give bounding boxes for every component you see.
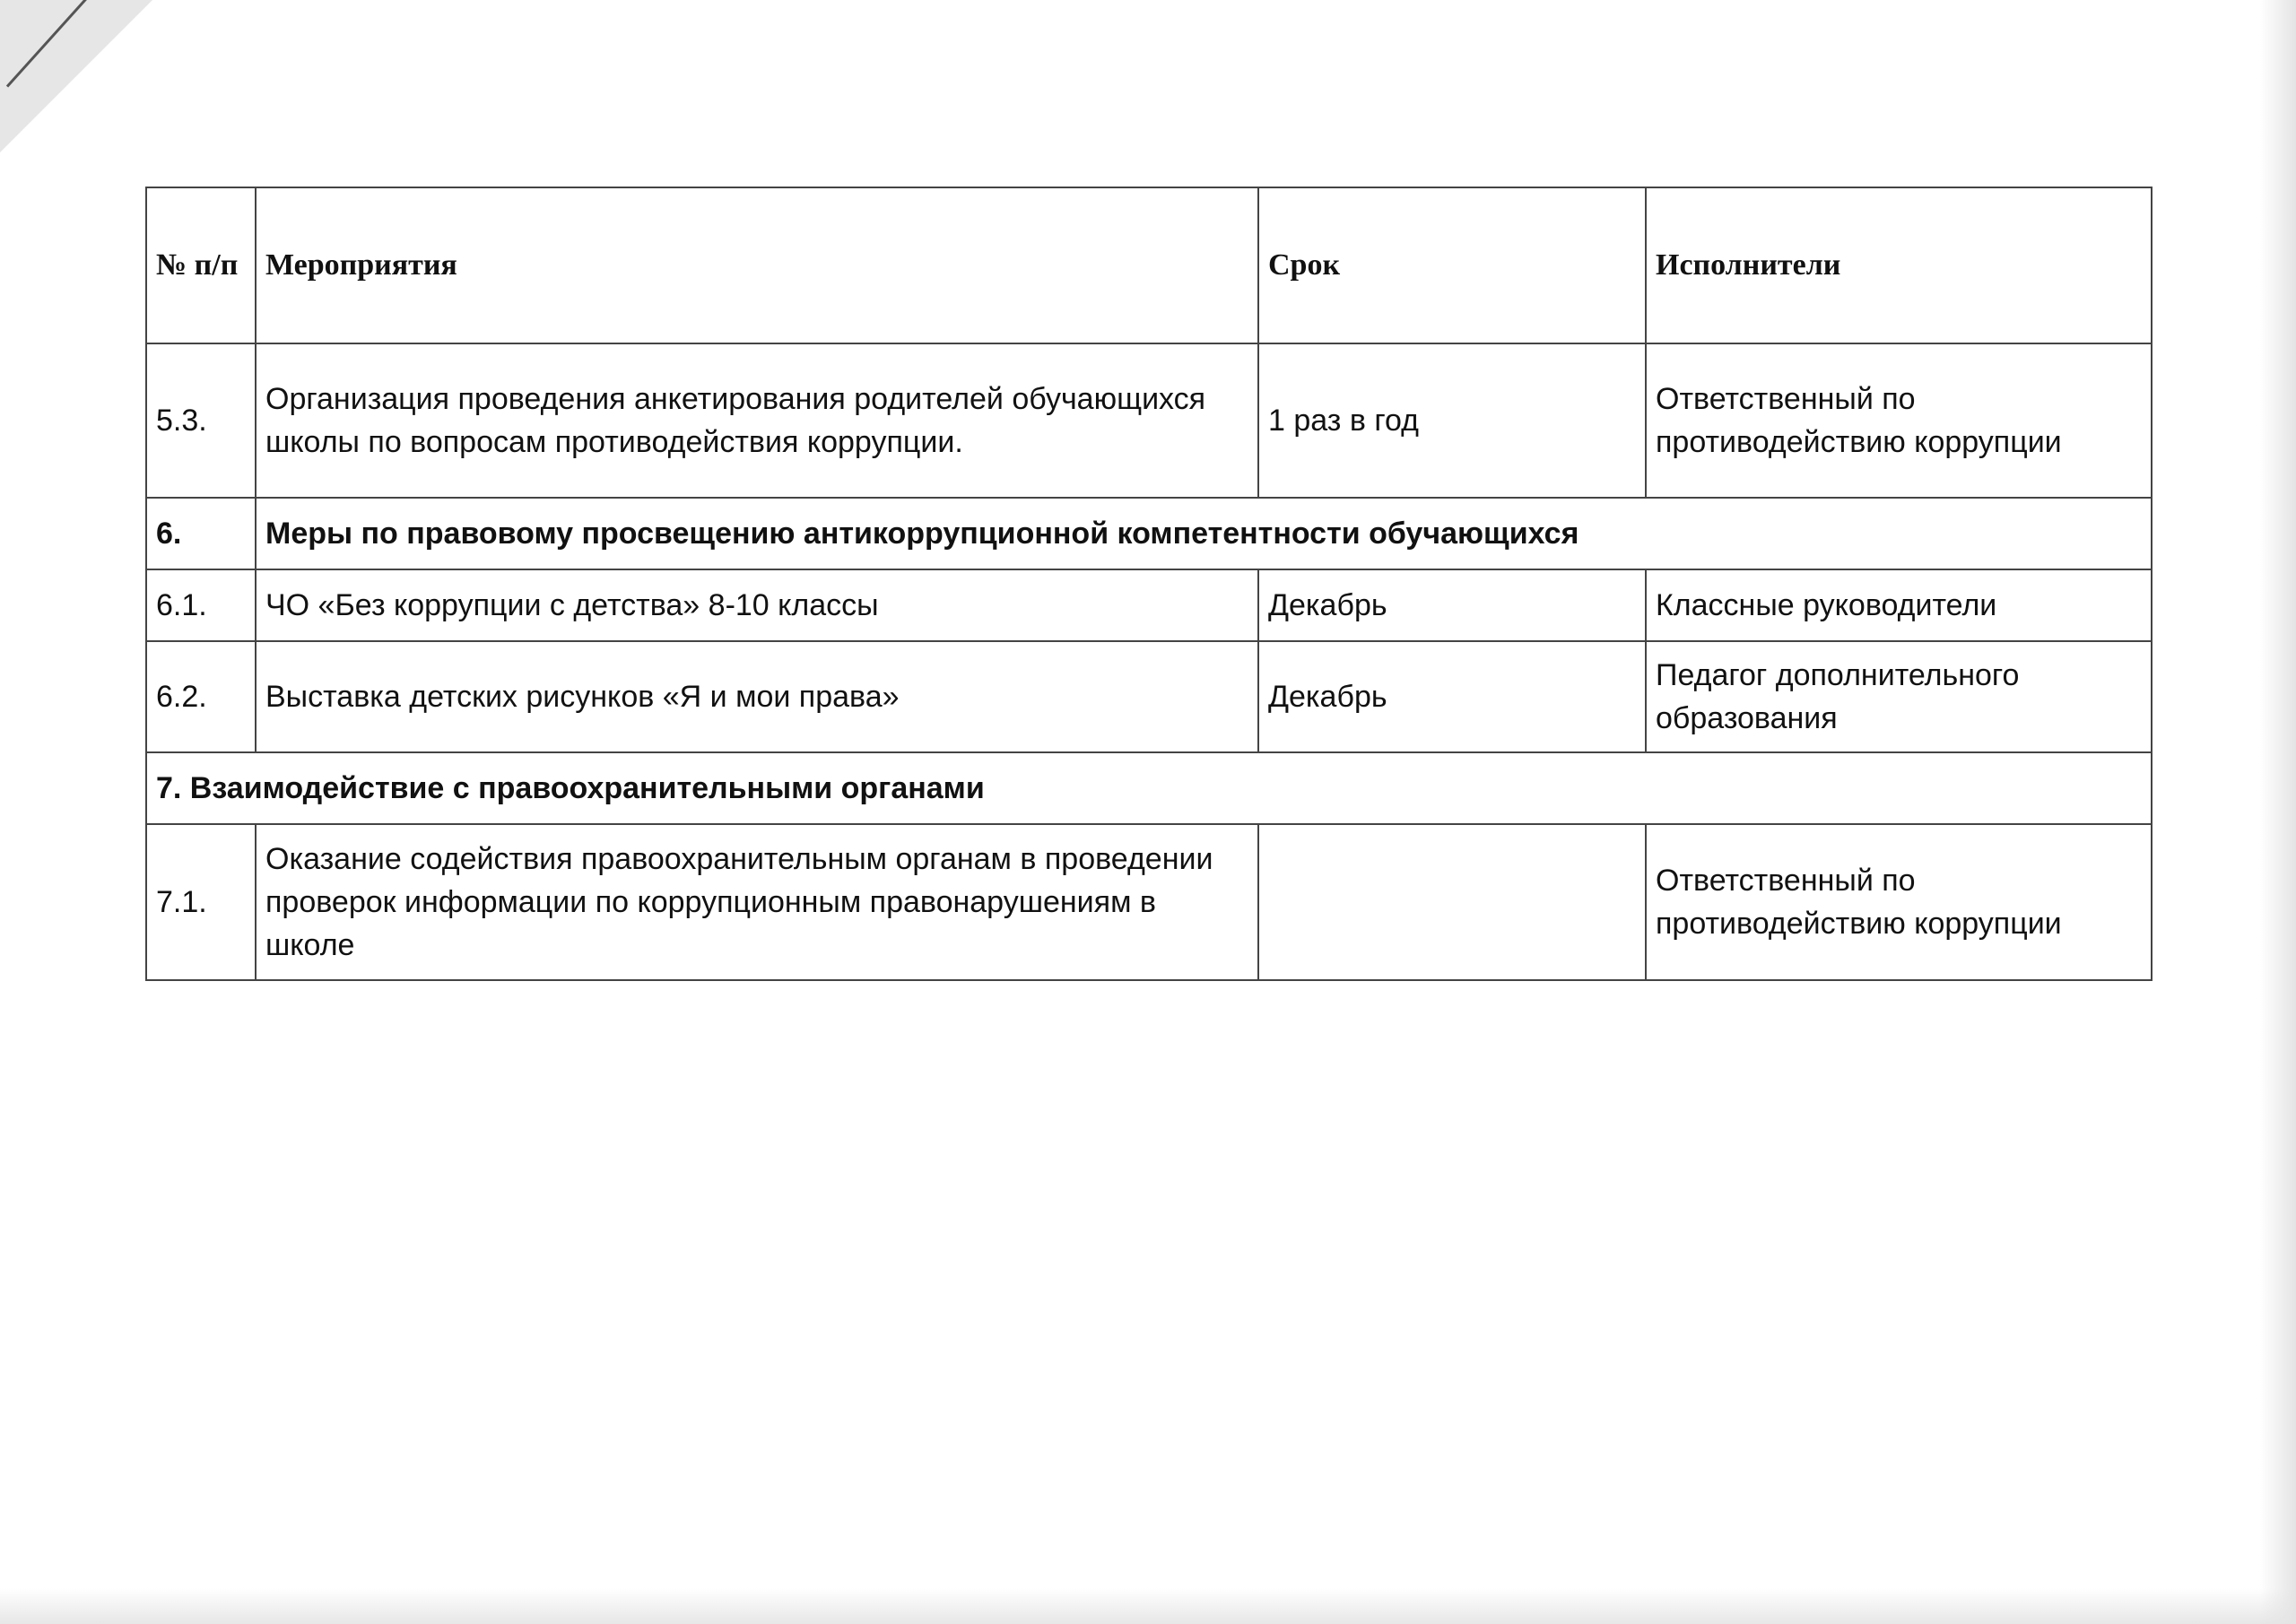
anticorruption-plan-table bbox=[145, 187, 2152, 981]
header-executors: Исполнители bbox=[1646, 187, 2152, 343]
header-event: Мероприятия bbox=[256, 187, 1258, 343]
row-term: Декабрь bbox=[1258, 569, 1646, 641]
table-row bbox=[146, 569, 2152, 641]
row-event: Оказание содействия правоохранительным органам в проведении проверок информации по коррупционным правонарушениям в школе bbox=[256, 824, 1258, 980]
section-row bbox=[146, 752, 2152, 824]
row-term: 1 раз в год bbox=[1258, 343, 1646, 498]
row-num: 5.3. bbox=[146, 343, 256, 498]
row-term bbox=[1258, 824, 1646, 980]
row-term: Декабрь bbox=[1258, 641, 1646, 752]
row-event: Выставка детских рисунков «Я и мои права» bbox=[256, 641, 1258, 752]
table-row bbox=[146, 641, 2152, 752]
table-header-row bbox=[146, 187, 2152, 343]
section-title: Меры по правовому просвещению антикоррупционной компетентности обучающихся bbox=[256, 498, 2152, 569]
section-title: 7. Взаимодействие с правоохранительными органами bbox=[146, 752, 2152, 824]
page-edge-shadow bbox=[2260, 0, 2296, 1624]
row-num: 7.1. bbox=[146, 824, 256, 980]
table-row bbox=[146, 343, 2152, 498]
row-event: ЧО «Без коррупции с детства» 8-10 классы bbox=[256, 569, 1258, 641]
row-event: Организация проведения анкетирования родителей обучающихся школы по вопросам противодействия коррупции. bbox=[256, 343, 1258, 498]
row-executors: Ответственный по противодействию коррупции bbox=[1646, 824, 2152, 980]
table-row bbox=[146, 824, 2152, 980]
row-executors: Педагог дополнительного образования bbox=[1646, 641, 2152, 752]
header-num: № п/п bbox=[146, 187, 256, 343]
folded-corner bbox=[0, 0, 152, 152]
row-num: 6.2. bbox=[146, 641, 256, 752]
section-num: 6. bbox=[146, 498, 256, 569]
row-num: 6.1. bbox=[146, 569, 256, 641]
page-bottom-shadow bbox=[0, 1588, 2296, 1624]
header-term: Срок bbox=[1258, 187, 1646, 343]
row-executors: Классные руководители bbox=[1646, 569, 2152, 641]
section-row bbox=[146, 498, 2152, 569]
row-executors: Ответственный по противодействию коррупции bbox=[1646, 343, 2152, 498]
